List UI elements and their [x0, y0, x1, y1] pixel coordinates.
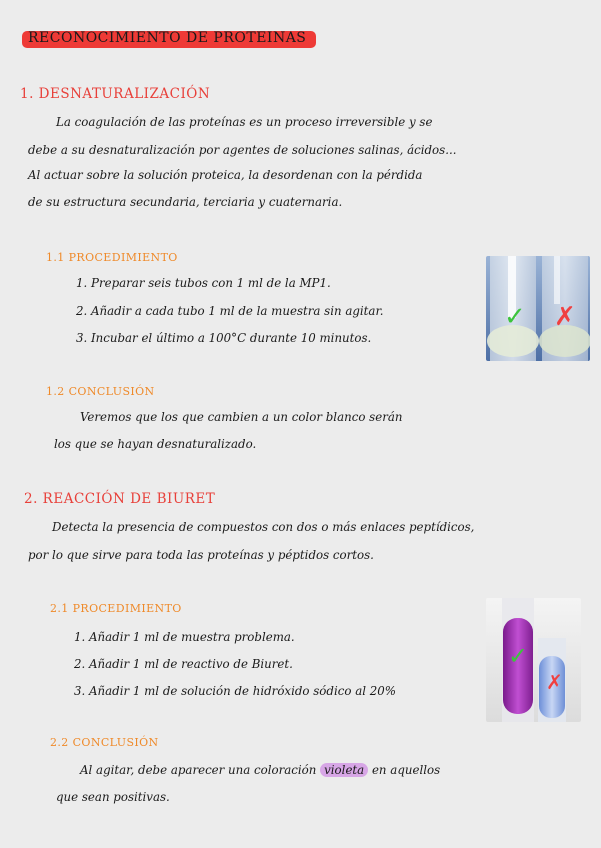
section2-para-line2: por lo que sirve para toda las proteínas y péptidos cortos.: [28, 548, 374, 562]
section2-conclusion-line1: [80, 763, 440, 777]
conclusion-text-after: en aquellos: [371, 763, 441, 777]
check-icon: ✓: [504, 302, 526, 332]
section2-heading: 2. REACCIÓN DE BIURET: [24, 491, 216, 507]
section2-step-1: 1. Añadir 1 ml de muestra problema.: [74, 630, 295, 644]
page-title: RECONOCIMIENTO DE PROTEINAS: [22, 28, 312, 47]
conclusion-text-before: Al agitar, debe aparecer una coloración: [80, 763, 317, 777]
section1-para-line2: debe a su desnaturalización por agentes de soluciones salinas, ácidos...: [28, 143, 457, 157]
section1-step-2: 2. Añadir a cada tubo 1 ml de la muestra sin agitar.: [76, 304, 384, 318]
section1-step-3: 3. Incubar el último a 100°C durante 10 minutos.: [76, 331, 372, 345]
section1-para-line3: Al actuar sobre la solución proteica, la desordenan con la pérdida: [28, 168, 423, 182]
section2-para-line1: Detecta la presencia de compuestos con dos o más enlaces peptídicos,: [52, 520, 475, 534]
cross-icon: ✗: [554, 302, 576, 332]
coagulation-tubes-photo: [486, 256, 590, 361]
section1-conclusion-line1: Veremos que los que cambien a un color blanco serán: [80, 410, 403, 424]
section1-procedure-heading: 1.1 PROCEDIMIENTO: [46, 251, 178, 264]
check-icon: ✓: [508, 642, 529, 670]
section2-step-3: 3. Añadir 1 ml de solución de hidróxido sódico al 20%: [74, 684, 396, 698]
cross-icon: ✗: [546, 670, 563, 694]
section1-heading: 1. DESNATURALIZACIÓN: [20, 86, 211, 102]
section2-step-2: 2. Añadir 1 ml de reactivo de Biuret.: [74, 657, 293, 671]
section1-conclusion-line2: los que se hayan desnaturalizado.: [54, 437, 257, 451]
section1-para-line4: de su estructura secundaria, terciaria y cuaternaria.: [28, 195, 343, 209]
violeta-highlight: violeta: [320, 763, 368, 777]
section1-step-1: 1. Preparar seis tubos con 1 ml de la MP1.: [76, 276, 331, 290]
section2-conclusion-heading: 2.2 CONCLUSIÓN: [50, 736, 159, 749]
section2-conclusion-line2: que sean positivas.: [56, 790, 170, 804]
biuret-tubes-photo: [486, 598, 581, 722]
section1-para-line1: La coagulación de las proteínas es un proceso irreversible y se: [56, 115, 433, 129]
section2-procedure-heading: 2.1 PROCEDIMIENTO: [50, 602, 182, 615]
section1-conclusion-heading: 1.2 CONCLUSIÓN: [46, 385, 155, 398]
